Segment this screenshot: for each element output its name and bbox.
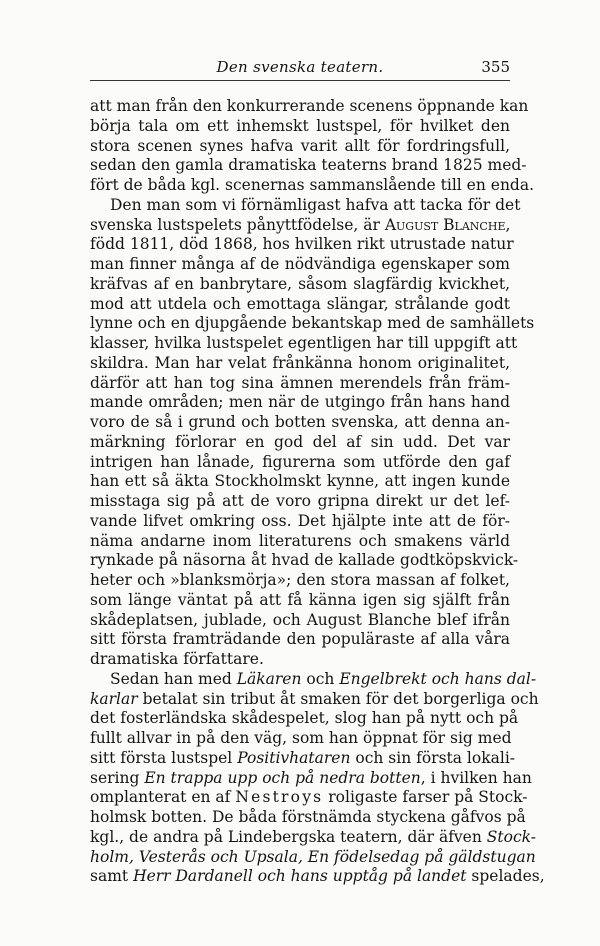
text-line [90, 97, 529, 117]
text-segment: och [301, 669, 340, 688]
text-segment: holm, Vesterås och Upsala, En födelsedag på gäldstugan [90, 847, 536, 866]
text-segment: holmsk botten. De båda förstnämda styckena gåfvos på [90, 808, 526, 826]
text-segment: kräfvas af en banbrytare, såsom slagfärdig kvickhet, [90, 274, 510, 293]
text-segment: skådeplatsen, jublade, och August Blanche blef ifrån [90, 610, 510, 629]
text-line [90, 768, 532, 789]
text-line [90, 788, 528, 808]
text-segment: roligaste farser på Stock- [323, 788, 528, 807]
text-line [90, 847, 536, 868]
text-line [90, 630, 510, 650]
text-line [90, 512, 510, 532]
text-segment: sitt första framträdande den populäraste af alla våra [90, 630, 510, 649]
text-line [90, 235, 514, 255]
text-line [90, 808, 526, 828]
text-line [90, 689, 539, 710]
text-segment: sedan den gamla dramatiska teaterns brand 1825 med- [90, 156, 527, 175]
text-line [90, 216, 510, 236]
text-segment: Engelbrekt och hans dal- [339, 669, 537, 688]
text-segment: och sin första lokali- [350, 748, 516, 767]
text-segment: omplanterat en af [90, 788, 236, 807]
text-segment: klasser, hvilka lustspelet egentligen har till uppgift att [90, 334, 518, 352]
text-segment: fullt allvar in på den väg, som han öppnat för sig med [90, 729, 512, 747]
text-segment: misstaga sig på att de voro gripna direkt ur det lef- [90, 492, 510, 510]
text-segment: , i hvilken han [420, 768, 532, 787]
text-segment: det fosterländska skådespelet, slog han på nytt och på [90, 709, 519, 728]
text-segment: spelades, [466, 867, 545, 886]
text-line [90, 156, 527, 176]
text-segment: voro de så i grund och botten svenska, att denna an- [90, 413, 510, 431]
text-line [90, 650, 510, 670]
running-title: Den svenska teatern. [216, 58, 384, 76]
text-line [90, 748, 516, 769]
text-segment: August Blanche [384, 215, 506, 234]
text-segment: vande lifvet omkring oss. Det hjälpte inte att de för- [90, 511, 510, 530]
text-segment: lynne och en djupgående bekantskap med de samhällets [90, 314, 535, 333]
text-line [90, 117, 510, 137]
text-segment: Herr Dardanell och hans upptåg på landet [133, 867, 467, 886]
text-line [90, 709, 519, 729]
text-line [90, 314, 535, 334]
text-segment: samt [90, 867, 134, 886]
text-segment: Nestroys [235, 788, 324, 807]
text-segment: karlar [90, 689, 138, 708]
text-segment: Sedan han med [110, 669, 237, 688]
text-line [90, 571, 510, 591]
text-line [90, 669, 537, 690]
text-line [90, 334, 518, 354]
text-segment: därför att han tog sina ämnen merendels från främ- [90, 373, 510, 392]
text-segment: kgl., de andra på Lindebergska teatern, där äfven [90, 827, 487, 846]
text-line [90, 176, 535, 196]
text-segment: att man från den konkurrerande scenens öppnande kan [90, 97, 529, 115]
text-line [90, 867, 545, 887]
text-line [90, 413, 510, 433]
text-line [90, 729, 510, 749]
text-segment: intrigen han lånade, figurerna som utförde den gaf [90, 452, 510, 471]
text-segment: Läkaren [236, 669, 302, 688]
text-line [90, 453, 510, 473]
text-segment: stora scenen synes hafva varit allt för fordringsfull, [90, 136, 510, 155]
text-segment: Den man som vi förnämligast hafva att tacka för det [110, 195, 521, 214]
text-line [90, 137, 510, 157]
text-line [90, 827, 536, 848]
text-line [90, 374, 510, 394]
text-line [90, 255, 510, 275]
text-segment: dramatiska författare. [90, 650, 264, 668]
text-segment: Positivhataren [237, 748, 351, 767]
text-line [90, 551, 519, 571]
page-header [90, 58, 510, 81]
text-segment: fört de båda kgl. scenernas sammanslående till en enda. [90, 176, 535, 194]
text-line [90, 591, 510, 611]
text-line [90, 275, 510, 295]
text-line [90, 472, 510, 492]
text-segment: heter och »blanksmörja»; den stora massan af folket, [90, 571, 510, 589]
text-segment: skildra. Man har velat frånkänna honom originalitet, [90, 353, 510, 372]
page-number: 355 [481, 58, 510, 76]
text-line [90, 433, 510, 453]
text-segment: nämа andarne inom literaturens och smakens värld [90, 531, 510, 550]
text-segment: sitt första lustspel [90, 748, 238, 767]
text-segment: man finner många af de nödvändiga egenskaper som [90, 255, 510, 273]
text-segment: född 1811, död 1868, hos hvilken rikt utrustade natur [90, 235, 514, 254]
text-segment: rynkade på näsorna åt hvad de kallade godtköpskvick- [90, 551, 519, 570]
text-line [90, 393, 510, 413]
text-segment: mod att utdela och emottaga slängar, strålande godt [90, 294, 510, 313]
text-segment: mande områden; men när de utgingo från hans hand [90, 393, 510, 412]
text-segment: svenska lustspelets pånyttfödelse, är [90, 215, 385, 234]
text-segment: Stock- [486, 827, 536, 846]
text-segment: som länge väntat på att få känna igen sig själft från [90, 590, 510, 609]
text-segment: , [505, 215, 511, 234]
body-text [90, 97, 545, 887]
text-segment: sering [90, 768, 145, 787]
text-line [90, 611, 510, 631]
text-line [90, 354, 510, 374]
text-line [90, 195, 521, 216]
text-segment: börja tala om ett inhemskt lustspel, för hvilket den [90, 116, 510, 135]
text-segment: betalat sin tribut åt smaken för det borgerliga och [137, 689, 539, 708]
text-line [90, 295, 510, 315]
text-segment: En trappa upp och på nedra botten [144, 768, 421, 787]
text-line [90, 532, 510, 552]
text-segment: han ett så äkta Stockholmskt kynne, att ingen kunde [90, 472, 510, 491]
text-line [90, 492, 510, 512]
text-segment: märkning förlorar en god del af sin udd. Det var [90, 432, 510, 451]
